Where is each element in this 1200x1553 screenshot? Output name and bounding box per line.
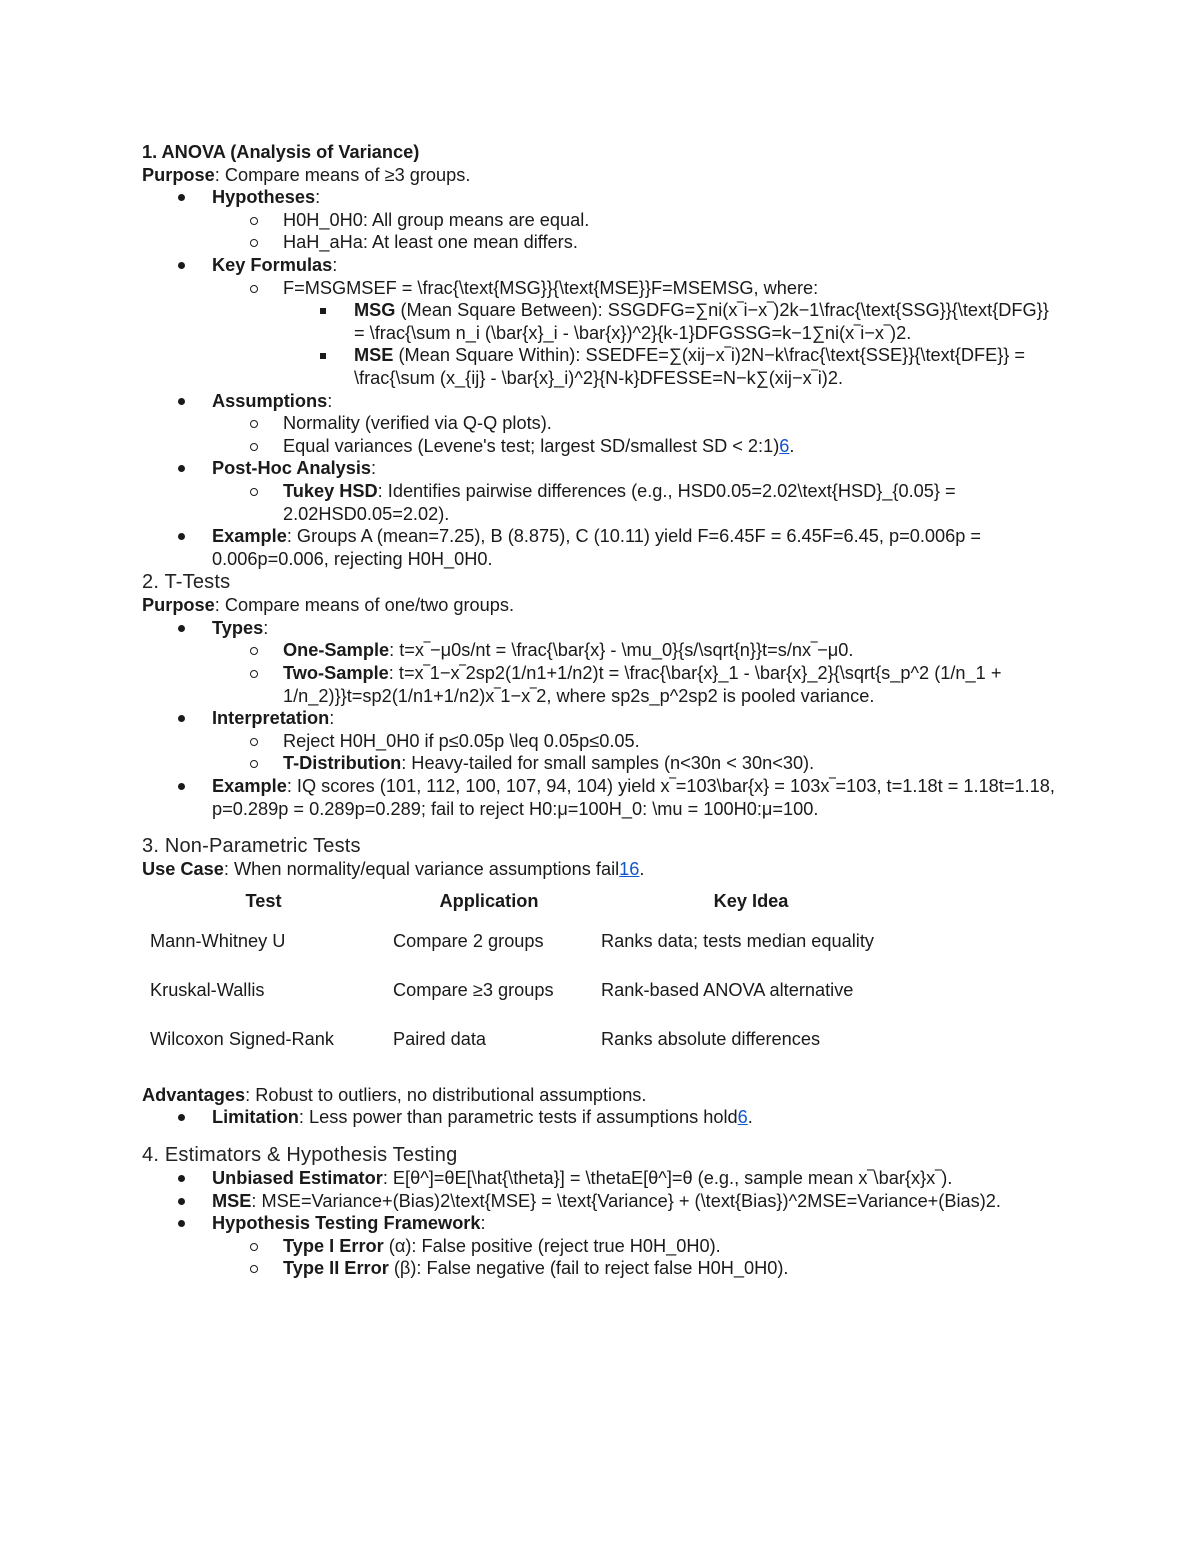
list-item: Two-Sample: t=x‾1−x‾2sp2(1/n1+1/n2)t = \frac{\bar{x}_1 - \bar{x}_2}{\sqrt{s_p^2 (1/n_1 + 1/n_2)}}t=sp2(1/n1+1/n2)x‾1−x‾2, where sp2s_p^2sp2 is pooled variance. xyxy=(142,662,1062,707)
list-item: Unbiased Estimator: E[θ^]=θE[\hat{\theta}] = \thetaE[θ^]=θ (e.g., sample mean x‾\bar{x}x‾). xyxy=(142,1167,1062,1190)
section-2-list xyxy=(142,617,1062,820)
list-item: MSE (Mean Square Within): SSEDFE=∑(xij−x‾i)2N−k\frac{\text{SSE}}{\text{DFE}} = \frac{\sum (x_{ij} - \bar{x}_i)^2}{N-k}DFESSE=N−k∑(xij−x‾i)2. xyxy=(142,344,1062,389)
list-item: T-Distribution: Heavy-tailed for small samples (n<30n < 30n<30). xyxy=(142,752,1062,775)
list-item: Assumptions: xyxy=(142,390,1062,413)
circle-bullet-icon xyxy=(250,217,258,225)
table-row xyxy=(142,1015,909,1064)
list-item: Hypotheses: xyxy=(142,186,1062,209)
column-header: Test xyxy=(245,891,282,912)
table-cell: Ranks data; tests median equality xyxy=(601,930,874,951)
bullet-icon xyxy=(178,625,185,632)
list-item: Example: Groups A (mean=7.25), B (8.875), C (10.11) yield F=6.45F = 6.45F=6.45, p=0.006p = 0.006p=0.006, rejecting H0H_0H0. xyxy=(142,525,1062,570)
list-item: Reject H0H_0H0 if p≤0.05p \leq 0.05p≤0.05. xyxy=(142,730,1062,753)
list-item: H0H_0H0: All group means are equal. xyxy=(142,209,1062,232)
column-header: Key Idea xyxy=(713,891,789,912)
section-1-purpose: Purpose: Compare means of ≥3 groups. xyxy=(142,164,471,185)
table-cell: Mann-Whitney U xyxy=(150,930,286,951)
list-item: MSG (Mean Square Between): SSGDFG=∑ni(x‾i−x‾)2k−1\frac{\text{SSG}}{\text{DFG}} = \frac{\sum n_i (\bar{x}_i - \bar{x})^2}{k-1}DFGSSG=k−1∑ni(x‾i−x‾)2. xyxy=(142,299,1062,344)
section-4-heading: 4. Estimators & Hypothesis Testing xyxy=(142,1144,458,1166)
bullet-icon xyxy=(178,398,185,405)
bullet-icon xyxy=(178,533,185,540)
circle-bullet-icon xyxy=(250,443,258,451)
circle-bullet-icon xyxy=(250,670,258,678)
list-item: Type I Error (α): False positive (reject true H0H_0H0). xyxy=(142,1235,1062,1258)
list-item: Limitation: Less power than parametric tests if assumptions hold6. xyxy=(142,1106,1062,1129)
advantages-line: Advantages: Robust to outliers, no distributional assumptions. xyxy=(142,1084,647,1105)
table-cell: Paired data xyxy=(393,1028,487,1049)
circle-bullet-icon xyxy=(250,285,258,293)
section-3-list xyxy=(142,1106,1062,1129)
list-item: Post-Hoc Analysis: xyxy=(142,457,1062,480)
reference-link[interactable]: 16 xyxy=(619,859,640,880)
bullet-icon xyxy=(178,262,185,269)
section-2-heading: 2. T-Tests xyxy=(142,571,231,594)
list-item: Type II Error (β): False negative (fail to reject false H0H_0H0). xyxy=(142,1257,1062,1280)
list-item: Example: IQ scores (101, 112, 100, 107, 94, 104) yield x‾=103\bar{x} = 103x‾=103, t=1.18t = 1.18t=1.18, p=0.289p = 0.289p=0.289; fail to reject H0:μ=100H_0: \mu = 100H0:μ=100. xyxy=(142,775,1062,820)
bullet-icon xyxy=(178,1114,185,1121)
list-item: HaH_aHa: At least one mean differs. xyxy=(142,231,1062,254)
square-bullet-icon xyxy=(320,353,326,359)
list-item: Types: xyxy=(142,617,1062,640)
bullet-icon xyxy=(178,465,185,472)
reference-link[interactable]: 6 xyxy=(737,1107,748,1128)
section-1-list xyxy=(142,186,1062,570)
circle-bullet-icon xyxy=(250,738,258,746)
section-1-heading: 1. ANOVA (Analysis of Variance) xyxy=(142,142,420,162)
column-header: Application xyxy=(439,891,539,912)
section-3-heading: 3. Non-Parametric Tests xyxy=(142,835,361,858)
bullet-icon xyxy=(178,1198,185,1205)
table-cell: Kruskal-Wallis xyxy=(150,979,265,1000)
table-cell: Wilcoxon Signed-Rank xyxy=(150,1028,334,1049)
bullet-icon xyxy=(178,1220,185,1227)
table-row xyxy=(142,917,909,966)
bullet-icon xyxy=(178,783,185,790)
circle-bullet-icon xyxy=(250,1243,258,1251)
section-3-usecase: Use Case: When normality/equal variance assumptions fail16. xyxy=(142,859,645,880)
table-cell: Compare ≥3 groups xyxy=(393,979,554,1000)
list-item: Normality (verified via Q-Q plots). xyxy=(142,412,1062,435)
circle-bullet-icon xyxy=(250,647,258,655)
section-4-list xyxy=(142,1167,1062,1280)
circle-bullet-icon xyxy=(250,239,258,247)
bullet-icon xyxy=(178,194,185,201)
bullet-icon xyxy=(178,715,185,722)
bullet-icon xyxy=(178,1175,185,1182)
list-item: Key Formulas: xyxy=(142,254,1062,277)
nonparametric-table xyxy=(142,887,909,1064)
circle-bullet-icon xyxy=(250,488,258,496)
list-item: F=MSGMSEF = \frac{\text{MSG}}{\text{MSE}}F=MSEMSG, where: xyxy=(142,277,1062,300)
table-cell: Ranks absolute differences xyxy=(601,1028,821,1049)
list-item: Tukey HSD: Identifies pairwise differences (e.g., HSD0.05=2.02\text{HSD}_{0.05} = 2.02HSD0.05=2.02). xyxy=(142,480,1062,525)
circle-bullet-icon xyxy=(250,760,258,768)
square-bullet-icon xyxy=(320,308,326,314)
table-cell: Compare 2 groups xyxy=(393,930,544,951)
document-page xyxy=(142,141,1062,1280)
list-item: Hypothesis Testing Framework: xyxy=(142,1212,1062,1235)
circle-bullet-icon xyxy=(250,1265,258,1273)
table-header-row xyxy=(142,887,909,917)
table-cell: Rank-based ANOVA alternative xyxy=(601,979,854,1000)
list-item: Interpretation: xyxy=(142,707,1062,730)
reference-link[interactable]: 6 xyxy=(779,435,790,456)
list-item: Equal variances (Levene's test; largest SD/smallest SD < 2:1)6. xyxy=(142,435,1062,458)
table-row xyxy=(142,966,909,1015)
section-2-purpose: Purpose: Compare means of one/two groups. xyxy=(142,595,515,616)
circle-bullet-icon xyxy=(250,420,258,428)
list-item: MSE: MSE=Variance+(Bias)2\text{MSE} = \text{Variance} + (\text{Bias})^2MSE=Variance+(Bias)2. xyxy=(142,1190,1062,1213)
list-item: One-Sample: t=x‾−μ0s/nt = \frac{\bar{x} - \mu_0}{s/\sqrt{n}}t=s/nx‾−μ0. xyxy=(142,639,1062,662)
